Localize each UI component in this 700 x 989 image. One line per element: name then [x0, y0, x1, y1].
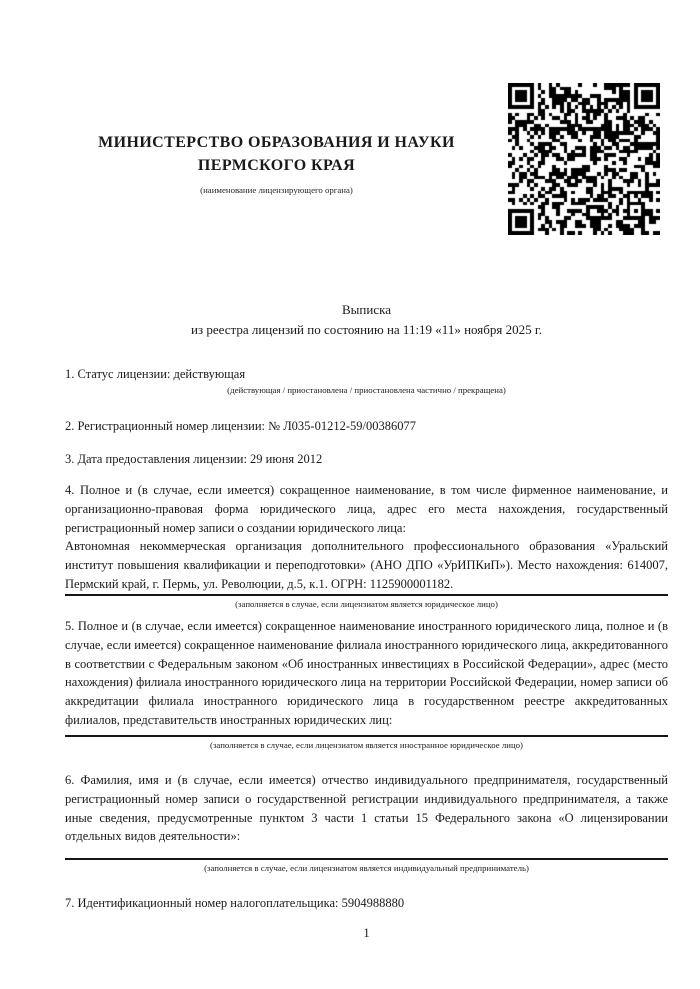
individual-entrepreneur-caption: (заполняется в случае, если лицензиатом является индивидуальный предприниматель) [204, 863, 529, 873]
page-number: 1 [363, 926, 370, 940]
qr-code [508, 83, 660, 235]
document-header [65, 131, 488, 196]
foreign-entity-caption: (заполняется в случае, если лицензиатом является иностранное юридическое лицо) [210, 740, 523, 750]
item-2-registration-number: 2. Регистрационный номер лицензии: № Л035-01212-59/00386077 [65, 419, 416, 433]
fill-line-legal-entity [65, 594, 668, 596]
item-5-question: 5. Полное и (в случае, если имеется) сокращенное наименование иностранного юридического лица, полное и (в случае, если имеется) сокращенное наименование филиала иностранного юридического лица, аккредитованного в соответствии с Федеральным законом «Об иностранных инвестициях в Российской Федерации», адрес (место нахождения) филиала иностранного юридического лица на территории Российской Федерации, номер записи об аккредитации филиала иностранного юридического лица в государственном реестре аккредитованных филиалов, представительств иностранных юридических лиц: [65, 619, 668, 727]
item-7-taxpayer-number: 7. Идентификационный номер налогоплательщика: 5904988880 [65, 896, 405, 910]
item-3-grant-date: 3. Дата предоставления лицензии: 29 июня 2012 [65, 452, 323, 466]
item-4-block [65, 481, 668, 594]
item-6-question: 6. Фамилия, имя и (в случае, если имеется) отчество индивидуального предпринимателя, государственный регистрационный номер записи о государственной регистрации индивидуального предпринимателя, а также иные сведения, предусмотренные пунктом 3 части 1 статьи 15 Федерального закона «О лицензировании отдельных видов деятельности»: [65, 773, 668, 844]
document-subtitle: из реестра лицензий по состоянию на 11:19 «11» ноября 2025 г. [191, 321, 542, 337]
status-options-caption: (действующая / приостановлена / приостановлена частично / прекращена) [227, 385, 506, 395]
document-title-block [65, 300, 668, 339]
ministry-name-line2: ПЕРМСКОГО КРАЯ [197, 157, 356, 174]
ministry-name-line1: МИНИСТЕРСТВО ОБРАЗОВАНИЯ И НАУКИ [98, 134, 455, 151]
item-4-answer: Автономная некоммерческая организация дополнительного профессионального образования «Уральский институт повышения квалификации и переподготовки» (АНО ДПО «УрИПКиП»). Место нахождения: 614007, Пермский край, г. Пермь, ул. Революции, д.5, к.1. ОГРН: 1125900001182. [65, 539, 668, 591]
document-title: Выписка [342, 302, 391, 317]
fill-line-foreign-entity [65, 735, 668, 737]
licensing-authority-caption: (наименование лицензирующего органа) [200, 185, 353, 195]
fill-line-entrepreneur [65, 858, 668, 860]
legal-entity-caption: (заполняется в случае, если лицензиатом является юридическое лицо) [235, 599, 498, 609]
item-4-question: 4. Полное и (в случае, если имеется) сокращенное наименование, в том числе фирменное наименование, и организационно-правовая форма юридического лица, адрес его места нахождения, государственный регистрационный номер записи о создании юридического лица: [65, 483, 668, 535]
item-1-license-status: 1. Статус лицензии: действующая [65, 367, 246, 381]
